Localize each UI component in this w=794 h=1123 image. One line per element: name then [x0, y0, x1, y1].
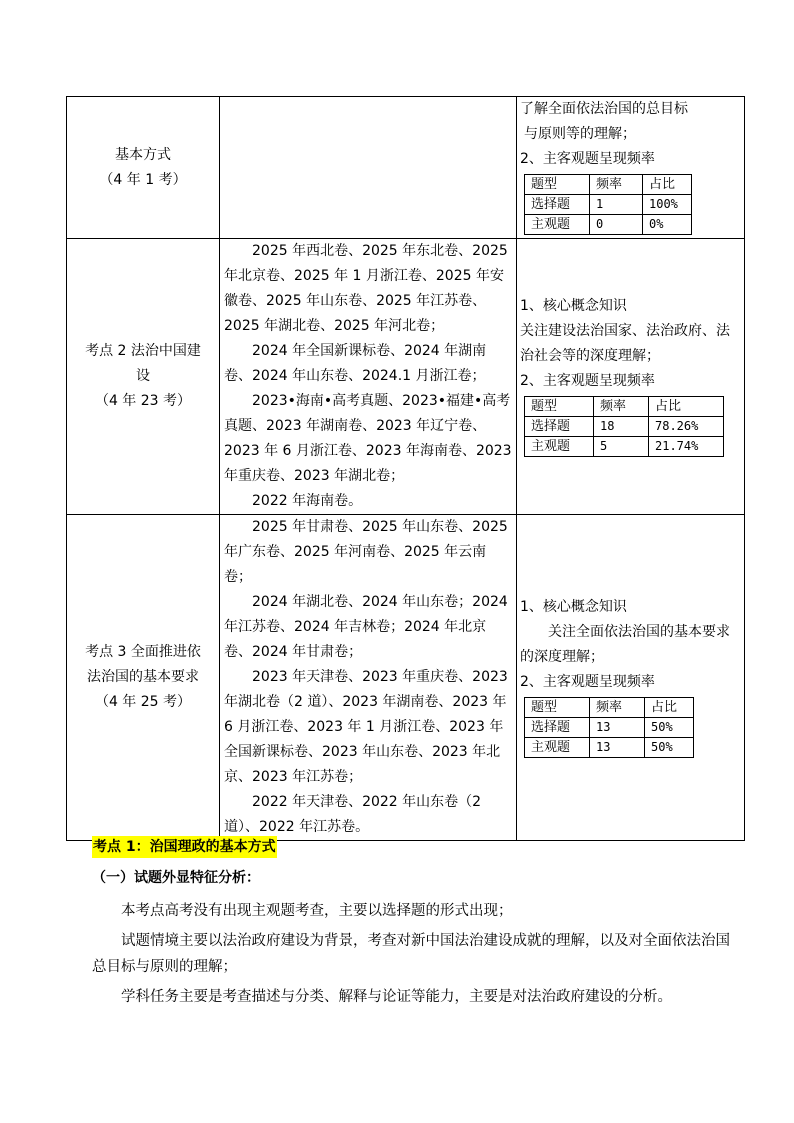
cell: 主观题	[525, 738, 590, 758]
header-cell: 频率	[594, 397, 649, 417]
topic-line: 基本方式	[115, 146, 171, 163]
analysis-cell	[517, 515, 745, 841]
papers-cell	[220, 515, 517, 841]
table-row	[67, 515, 745, 841]
paper-list: 2025 年西北卷、2025 年东北卷、2025 年北京卷、2025 年 1 月浙江卷、2025 年安徽卷、2025 年山东卷、2025 年江苏卷、2025 年湖北卷、2025 年河北卷；	[224, 243, 508, 334]
analysis-cell	[517, 239, 745, 515]
cell: 5	[594, 437, 649, 457]
cell: 主观题	[525, 215, 590, 235]
cell: 0	[590, 215, 643, 235]
table-row	[525, 215, 692, 235]
table-row	[525, 437, 724, 457]
header-cell: 题型	[525, 175, 590, 195]
frequency-title: 2、主客观题呈现频率	[520, 674, 655, 690]
paragraph: 本考点高考没有出现主观题考查，主要以选择题的形式出现；	[121, 903, 513, 919]
cell: 100%	[643, 195, 692, 215]
frequency-table	[524, 396, 724, 457]
analysis-text: 与原则等的理解；	[524, 126, 636, 142]
concept-text: 关注全面依法治国的基本要求的深度理解；	[520, 624, 730, 665]
topic-line: 法治国的基本要求	[87, 669, 199, 685]
paper-list: 2023•海南•高考真题、2023•福建•高考真题、2023 年湖南卷、2023 年辽宁卷、2023 年 6 月浙江卷、2023 年海南卷、2023 年重庆卷、2023 年湖北卷；	[224, 393, 512, 484]
sub-heading: （一）试题外显特征分析：	[92, 870, 260, 886]
section-heading: 考点 1：治国理政的基本方式	[92, 836, 277, 858]
cell: 78.26%	[649, 417, 724, 437]
paper-list: 2024 年湖北卷、2024 年山东卷；2024 年江苏卷、2024 年吉林卷；2024 年北京卷、2024 年甘肃卷；	[224, 594, 508, 660]
topic-line: 考点 3 全面推进依	[85, 644, 201, 660]
frequency-title: 2、主客观题呈现频率	[520, 373, 655, 389]
header-cell: 占比	[643, 175, 692, 195]
paper-list: 2023 年天津卷、2023 年重庆卷、2023 年湖北卷（2 道）、2023 年湖南卷、2023 年 6 月浙江卷、2023 年 1 月浙江卷、2023 年全国新课标卷、2023 年山东卷、2023 年北京、2023 年江苏卷；	[224, 669, 508, 785]
paper-list: 2025 年甘肃卷、2025 年山东卷、2025 年广东卷、2025 年河南卷、2025 年云南卷；	[224, 519, 508, 585]
topic-line: （4 年 25 考）	[94, 694, 192, 710]
cell: 13	[590, 738, 645, 758]
topic-line: 设	[136, 368, 150, 384]
cell: 选择题	[525, 718, 590, 738]
cell: 13	[590, 718, 645, 738]
table-row	[525, 397, 724, 417]
cell: 主观题	[525, 437, 594, 457]
table-row	[525, 738, 694, 758]
header-cell: 频率	[590, 175, 643, 195]
header-cell: 题型	[525, 397, 594, 417]
paper-list: 2024 年全国新课标卷、2024 年湖南卷、2024 年山东卷、2024.1 月浙江卷；	[224, 343, 487, 384]
topic-cell	[67, 515, 220, 841]
table-row	[525, 718, 694, 738]
cell: 0%	[643, 215, 692, 235]
cell: 1	[590, 195, 643, 215]
analysis-text: 了解全面依法治国的总目标	[520, 101, 688, 117]
cell: 选择题	[525, 417, 594, 437]
header-cell: 题型	[525, 698, 590, 718]
topic-line: （4 年 1 考）	[99, 171, 187, 188]
table-row	[525, 175, 692, 195]
header-cell: 频率	[590, 698, 645, 718]
concept-title: 1、核心概念知识	[520, 599, 627, 615]
table-row	[525, 698, 694, 718]
concept-text: 关注建设法治国家、法治政府、法治社会等的深度理解；	[520, 323, 730, 364]
body-text	[92, 898, 732, 1014]
paragraph: 试题情境主要以法治政府建设为背景，考查对新中国法治建设成就的理解，以及对全面依法治国总目标与原则的理解；	[92, 933, 730, 975]
topic-line: 考点 2 法治中国建	[85, 343, 201, 359]
cell: 选择题	[525, 195, 590, 215]
frequency-table	[524, 174, 692, 235]
papers-cell	[220, 97, 517, 239]
topic-cell	[67, 97, 220, 239]
frequency-title: 2、主客观题呈现频率	[520, 151, 655, 167]
exam-topic-table	[66, 96, 745, 841]
table-row	[67, 239, 745, 515]
paper-list: 2022 年天津卷、2022 年山东卷（2 道）、2022 年江苏卷。	[224, 794, 482, 835]
analysis-cell	[517, 97, 745, 239]
topic-line: （4 年 23 考）	[94, 393, 192, 409]
cell: 21.74%	[649, 437, 724, 457]
table-row	[525, 195, 692, 215]
concept-title: 1、核心概念知识	[520, 298, 627, 314]
cell: 18	[594, 417, 649, 437]
header-cell: 占比	[645, 698, 694, 718]
cell: 50%	[645, 738, 694, 758]
paragraph: 学科任务主要是考查描述与分类、解释与论证等能力，主要是对法治政府建设的分析。	[121, 989, 672, 1005]
header-cell: 占比	[649, 397, 724, 417]
cell: 50%	[645, 718, 694, 738]
table-row	[525, 417, 724, 437]
papers-cell	[220, 239, 517, 515]
table-row	[67, 97, 745, 239]
paper-list: 2022 年海南卷。	[252, 493, 363, 509]
topic-cell	[67, 239, 220, 515]
frequency-table	[524, 697, 694, 758]
